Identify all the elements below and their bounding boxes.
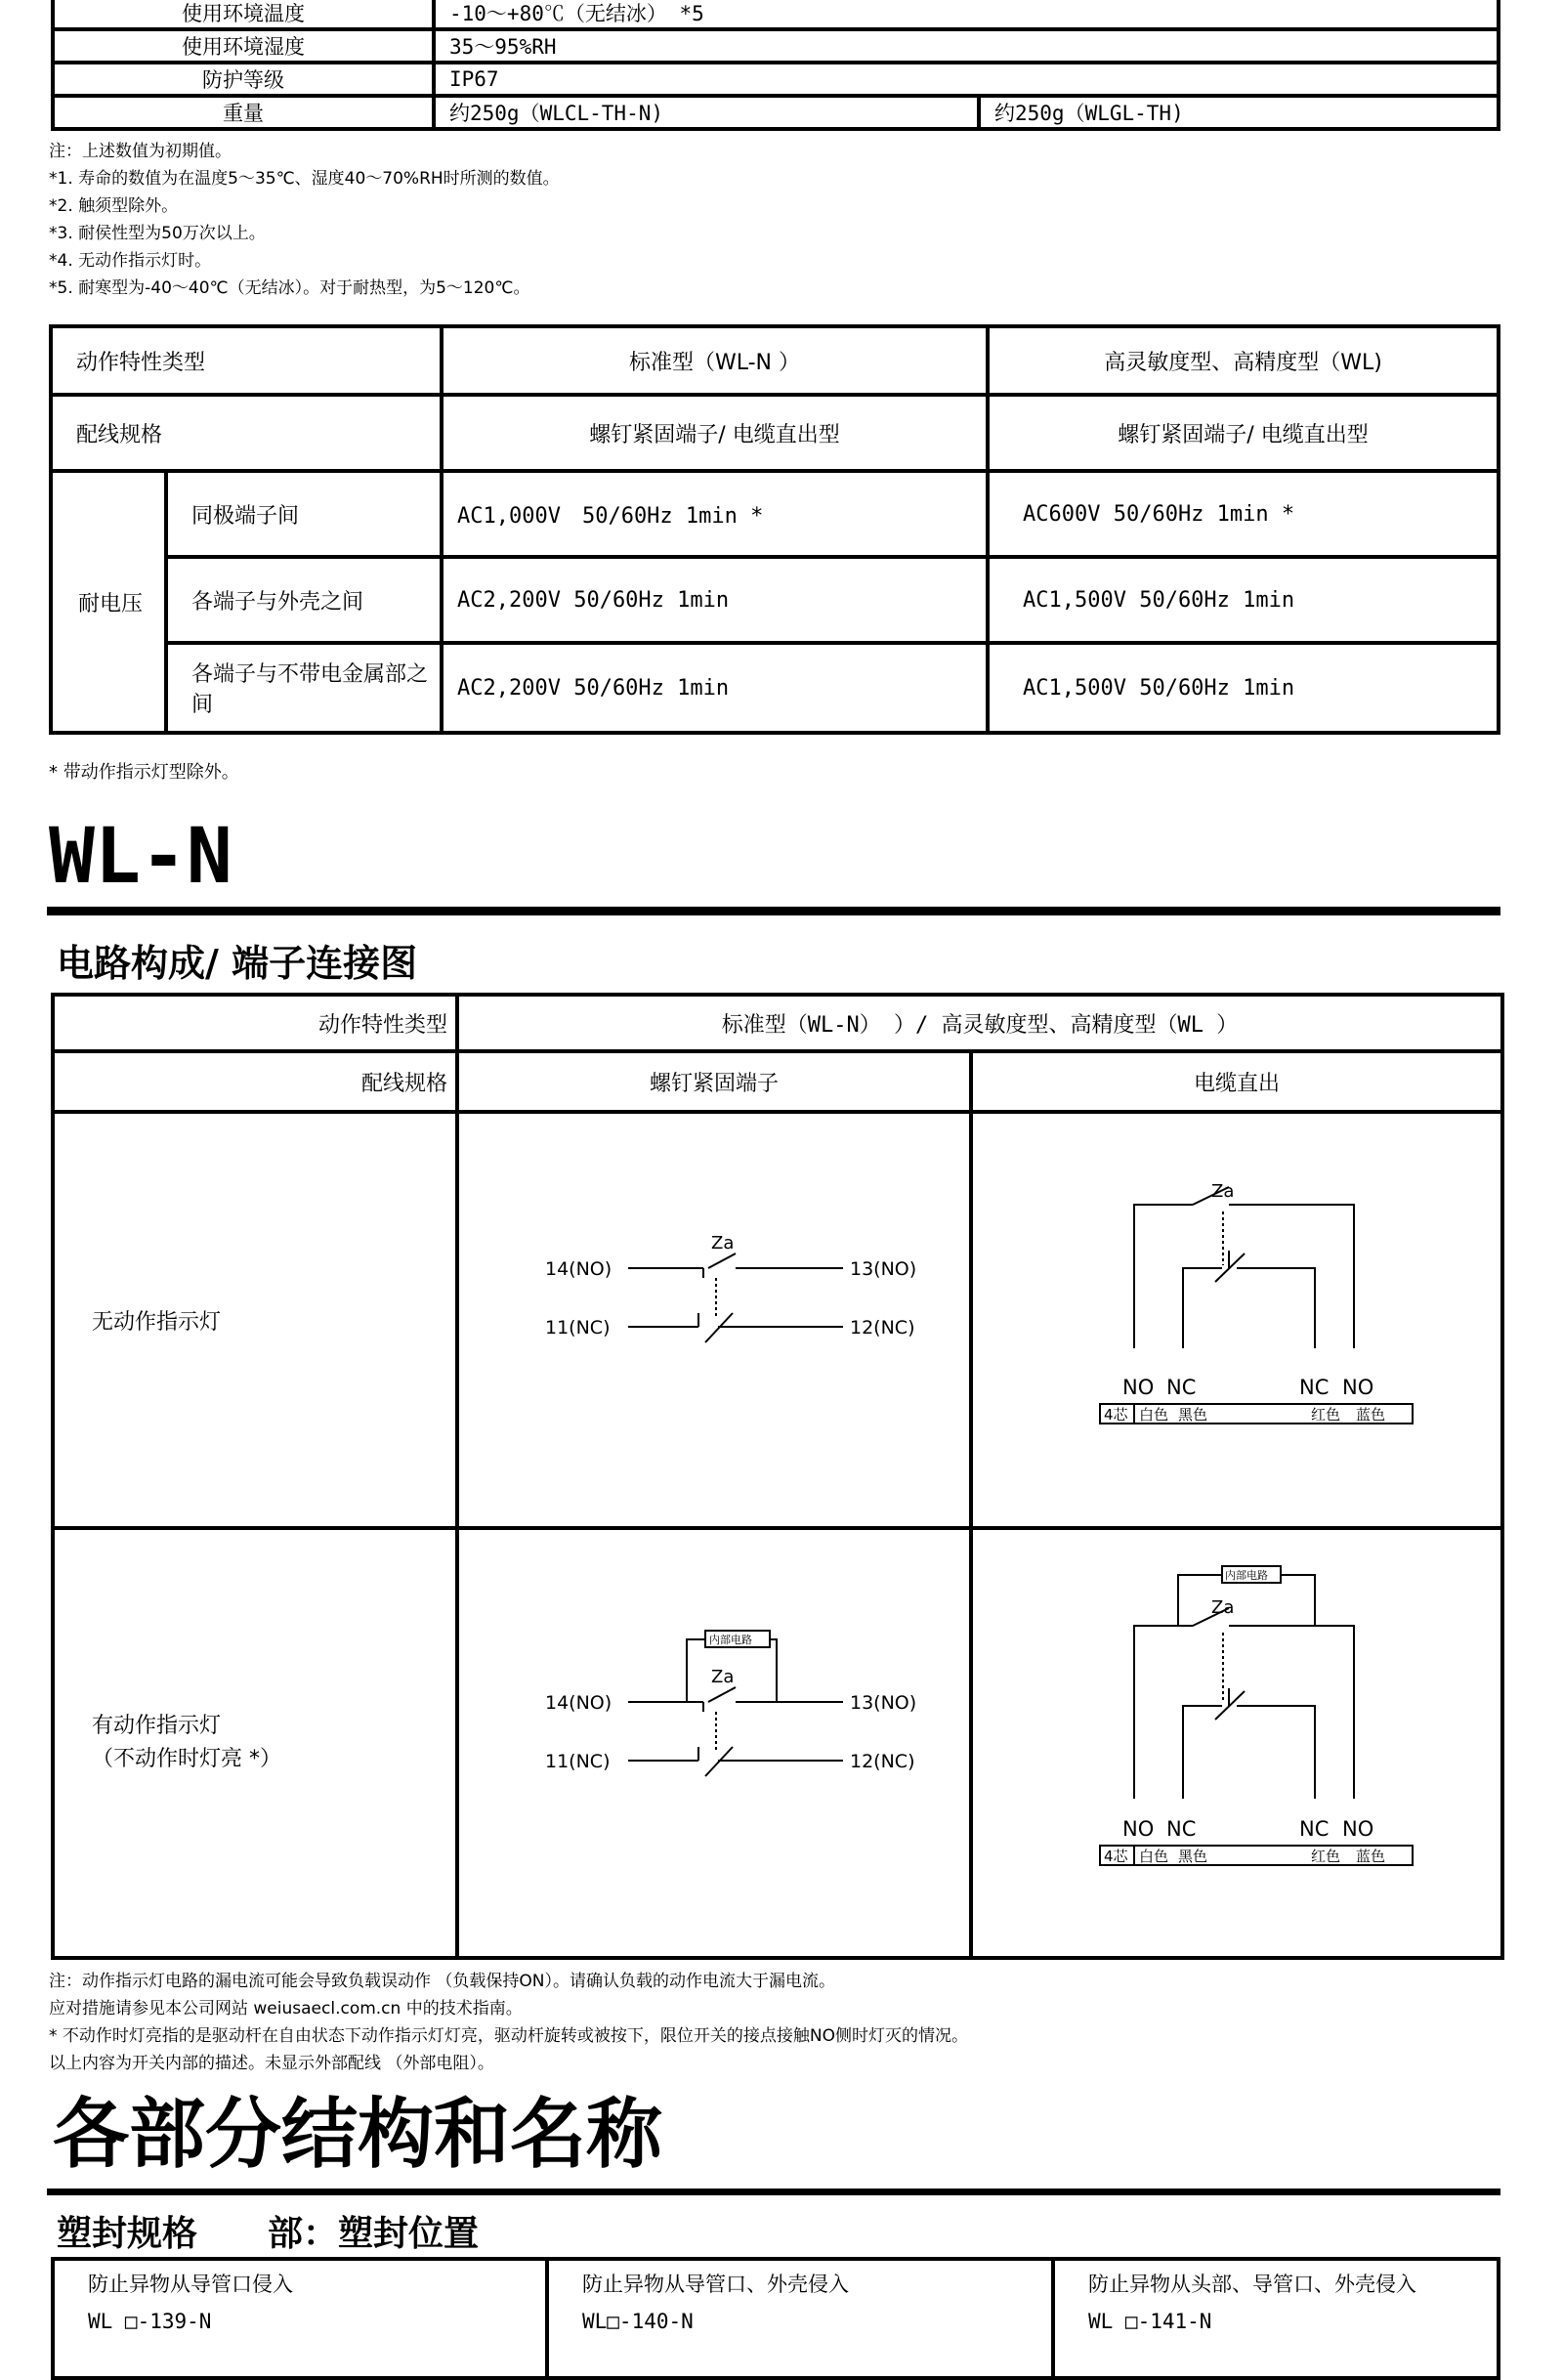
seal-code: WL □-139-N bbox=[88, 2310, 212, 2333]
model-title: WL-N bbox=[49, 813, 232, 901]
terminal-14-label: 14(NO) bbox=[545, 1692, 613, 1714]
table-row bbox=[53, 1051, 1502, 1112]
terminal-11-label: 11(NC) bbox=[545, 1317, 611, 1339]
note-line: *2. 触须型除外。 bbox=[49, 196, 179, 216]
za-label: Za bbox=[711, 1233, 735, 1254]
seal-table bbox=[51, 2257, 1500, 2380]
note-line: * 不动作时灯亮指的是驱动杆在自由状态下动作指示灯灯亮，驱动杆旋转或被按下，限位开关的接点接触NO侧时灯灭的情况。 bbox=[49, 2026, 968, 2046]
section-rule bbox=[47, 2189, 1500, 2195]
value-cell: AC1,500V 50/60Hz 1min bbox=[988, 557, 1499, 643]
row-label bbox=[53, 1528, 457, 1958]
voltage-table bbox=[49, 324, 1500, 735]
note-line: *4. 无动作指示灯时。 bbox=[49, 251, 212, 271]
header-cell: 螺钉紧固端子/ 电缆直出型 bbox=[442, 395, 988, 471]
seal-cell bbox=[547, 2259, 1053, 2378]
row-label-line: 有动作指示灯 bbox=[92, 1714, 222, 1738]
table-row bbox=[51, 557, 1499, 643]
internal-circuit-label: 内部电路 bbox=[709, 1634, 752, 1646]
terminal-14-label: 14(NO) bbox=[545, 1258, 613, 1280]
spec-value: 约250g（WLGL-TH) bbox=[979, 96, 1499, 129]
za-label: Za bbox=[711, 1667, 735, 1687]
seal-desc: 防止异物从头部、导管口、外壳侵入 bbox=[1088, 2273, 1416, 2296]
row-label: 各端子与外壳之间 bbox=[166, 557, 442, 643]
wire-red: 红色 bbox=[1311, 1406, 1341, 1424]
row-label: 无动作指示灯 bbox=[53, 1112, 457, 1528]
voltage-footnote: * 带动作指示灯型除外。 bbox=[49, 762, 239, 783]
value-cell: AC1,000V 50/60Hz 1min * bbox=[442, 471, 988, 557]
header-cell: 配线规格 bbox=[53, 1051, 457, 1112]
seal-heading: 塑封规格 部：塑封位置 bbox=[57, 2213, 480, 2254]
terminal-13-label: 13(NO) bbox=[850, 1258, 917, 1280]
circuit-table bbox=[51, 993, 1504, 1960]
seal-cell bbox=[53, 2259, 547, 2378]
table-row bbox=[53, 2259, 1499, 2378]
note-line: 以上内容为开关内部的描述。未显示外部配线 （外部电阻）。 bbox=[49, 2054, 494, 2073]
header-cell: 动作特性类型 bbox=[53, 995, 457, 1051]
header-cell: 标准型（WL-N ） bbox=[442, 326, 988, 395]
note-line: *5. 耐寒型为-40～40℃（无结冰）。对于耐热型，为5～120℃。 bbox=[49, 278, 530, 298]
header-cell: 高灵敏度型、高精度型（WL) bbox=[988, 326, 1499, 395]
spec-value: 35～95%RH bbox=[434, 29, 1499, 63]
terminal-11-label: 11(NC) bbox=[545, 1751, 611, 1772]
seal-desc: 防止异物从导管口侵入 bbox=[88, 2273, 293, 2296]
table-row bbox=[53, 995, 1502, 1051]
no-label: NO bbox=[1342, 1376, 1374, 1399]
wire-black: 黑色 bbox=[1178, 1848, 1208, 1865]
table-row bbox=[51, 471, 1499, 557]
table-row bbox=[53, 96, 1499, 129]
header-cell: 螺钉紧固端子/ 电缆直出型 bbox=[988, 395, 1499, 471]
group-cell: 耐电压 bbox=[51, 471, 166, 733]
note-line: 注：动作指示灯电路的漏电流可能会导致负载误动作 （负载保持ON）。请确认负载的动作电流大于漏电流。 bbox=[49, 1972, 835, 1991]
spec-label: 防护等级 bbox=[53, 63, 434, 96]
note-line: 注：上述数值为初期值。 bbox=[49, 142, 232, 161]
row-label: 同极端子间 bbox=[166, 471, 442, 557]
terminal-13-label: 13(NO) bbox=[850, 1692, 917, 1714]
spec-label: 重量 bbox=[53, 96, 434, 129]
spec-value: IP67 bbox=[434, 63, 1499, 96]
switch-contact-diagram bbox=[459, 1114, 969, 1526]
title-rule bbox=[47, 907, 1500, 915]
value-cell: AC2,200V 50/60Hz 1min bbox=[442, 557, 988, 643]
terminal-12-label: 12(NC) bbox=[850, 1751, 915, 1772]
spec-label: 使用环境温度 bbox=[53, 0, 434, 29]
terminal-12-label: 12(NC) bbox=[850, 1317, 915, 1339]
wire-white: 白色 bbox=[1139, 1406, 1169, 1424]
za-label: Za bbox=[1211, 1597, 1235, 1618]
seal-cell bbox=[1053, 2259, 1499, 2378]
cable-diagram-cell bbox=[971, 1112, 1502, 1528]
spec-value: -10～+80℃（无结冰） *5 bbox=[434, 0, 1499, 29]
note-line: 应对措施请参见本公司网站 weiusaecl.com.cn 中的技术指南。 bbox=[49, 1999, 523, 2019]
wire-blue: 蓝色 bbox=[1356, 1848, 1386, 1865]
circuit-notes bbox=[49, 1968, 968, 2077]
no-label: NO bbox=[1122, 1376, 1155, 1399]
row-label-line: （不动作时灯亮 *） bbox=[92, 1747, 281, 1771]
spec-value: 约250g（WLCL-TH-N) bbox=[434, 96, 979, 129]
screw-terminal-diagram-cell bbox=[457, 1112, 971, 1528]
header-cell: 动作特性类型 bbox=[51, 326, 442, 395]
za-label: Za bbox=[1211, 1181, 1235, 1202]
table-row bbox=[51, 395, 1499, 471]
spec-notes bbox=[49, 138, 560, 302]
spec-table bbox=[51, 0, 1500, 131]
screw-terminal-diagram-cell bbox=[457, 1528, 971, 1958]
no-label: NO bbox=[1342, 1817, 1374, 1841]
cable-contact-diagram-indicator bbox=[973, 1530, 1500, 1956]
internal-circuit-label: 内部电路 bbox=[1225, 1569, 1268, 1582]
nc-label: NC bbox=[1299, 1817, 1330, 1841]
value-cell: AC1,500V 50/60Hz 1min bbox=[988, 643, 1499, 733]
header-cell: 螺钉紧固端子 bbox=[457, 1051, 971, 1112]
table-row bbox=[53, 63, 1499, 96]
nc-label: NC bbox=[1166, 1817, 1197, 1841]
table-row bbox=[53, 0, 1499, 29]
wire-red: 红色 bbox=[1311, 1848, 1341, 1865]
wire-black: 黑色 bbox=[1178, 1406, 1208, 1424]
note-line: *1. 寿命的数值为在温度5～35℃、湿度40～70%RH时所测的数值。 bbox=[49, 169, 560, 189]
note-line: *3. 耐侯性型为50万次以上。 bbox=[49, 224, 266, 243]
circuit-heading: 电路构成/ 端子连接图 bbox=[57, 941, 418, 985]
seal-code: WL□-140-N bbox=[582, 2310, 694, 2333]
nc-label: NC bbox=[1299, 1376, 1330, 1399]
nc-label: NC bbox=[1166, 1376, 1197, 1399]
table-row bbox=[51, 326, 1499, 395]
spec-label: 使用环境湿度 bbox=[53, 29, 434, 63]
table-row bbox=[53, 29, 1499, 63]
seal-desc: 防止异物从导管口、外壳侵入 bbox=[582, 2273, 849, 2296]
table-row bbox=[51, 643, 1499, 733]
cable-contact-diagram bbox=[973, 1114, 1500, 1526]
wire-blue: 蓝色 bbox=[1356, 1406, 1386, 1424]
value-cell: AC2,200V 50/60Hz 1min bbox=[442, 643, 988, 733]
table-row bbox=[53, 1112, 1502, 1528]
cable-diagram-cell bbox=[971, 1528, 1502, 1958]
cores-label: 4芯 bbox=[1104, 1406, 1128, 1424]
table-row bbox=[53, 1528, 1502, 1958]
wire-white: 白色 bbox=[1139, 1848, 1169, 1865]
no-label: NO bbox=[1122, 1817, 1155, 1841]
header-cell: 电缆直出 bbox=[971, 1051, 1502, 1112]
header-cell: 标准型（WL-N） ）/ 高灵敏度型、高精度型（WL ） bbox=[457, 995, 1502, 1051]
seal-code: WL □-141-N bbox=[1088, 2310, 1212, 2333]
cores-label: 4芯 bbox=[1104, 1848, 1128, 1865]
value-cell: AC600V 50/60Hz 1min * bbox=[988, 471, 1499, 557]
row-label: 各端子与不带电金属部之间 bbox=[166, 643, 442, 733]
header-cell: 配线规格 bbox=[51, 395, 442, 471]
switch-contact-diagram-indicator bbox=[459, 1530, 969, 1956]
section-title: 各部分结构和名称 bbox=[53, 2090, 663, 2179]
